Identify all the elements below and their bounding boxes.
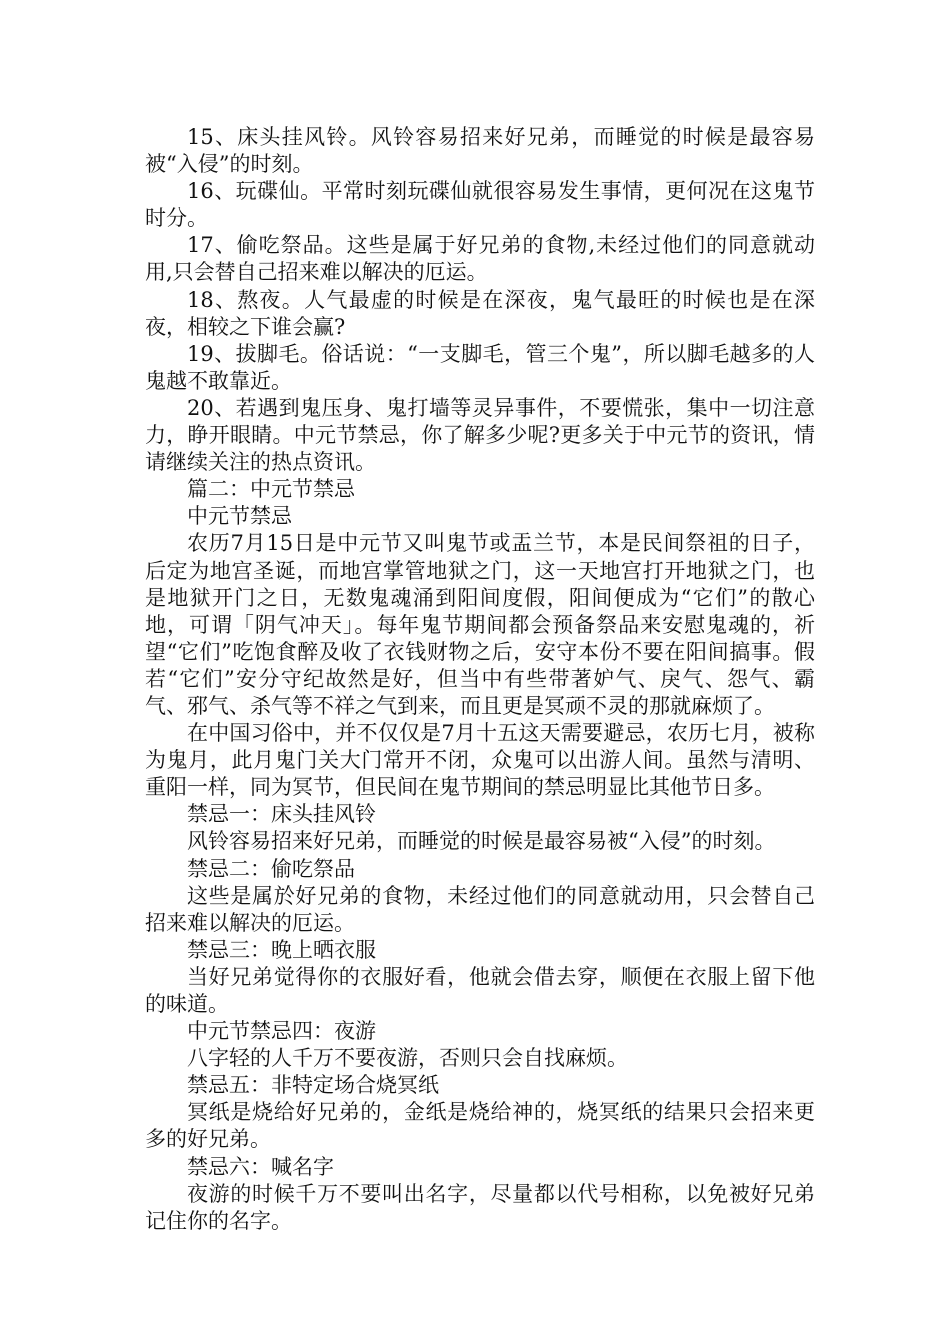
paragraph-item-19-leg-hair: 19、拔脚毛。俗话说：“一支脚毛，管三个鬼”，所以脚毛越多的人鬼越不敢靠近。 [145,341,815,393]
section-title-part-two: 篇二：中元节禁忌 [187,477,355,502]
paragraph-ghost-month: 在中国习俗中，并不仅仅是7月十五这天需要避忌，农历七月，被称为鬼月，此月鬼门关大门常开不闭，众鬼可以出游人间。虽然与清明、重阳一样，同为冥节，但民间在鬼节期间的禁忌明显比其他节日多。 [145,721,815,800]
taboo-body-4: 八字轻的人千万不要夜游，否则只会自找麻烦。 [187,1046,628,1071]
paragraph-item-18-stay-up: 18、熬夜。人气最虚的时候是在深夜，鬼气最旺的时候也是在深夜，相较之下谁会赢? [145,287,815,339]
paragraph-intro: 农历7月15日是中元节又叫鬼节或盂兰节，本是民间祭祖的日子，后定为地宫圣诞，而地宫掌管地狱之门，这一天地宫打开地狱之门，也是地狱开门之日，无数鬼魂涌到阳间度假，阳间便成为“它们”的散心地，可谓「阴气冲天」。每年鬼节期间都会预备祭品来安慰鬼魂的，祈望“它们”吃饱食醉及收了衣钱财物之后，安守本份不要在阳间搞事。假若“它们”安分守纪故然是好，但当中有些带著妒气、戾气、怨气、霸气、邪气、杀气等不祥之气到来，而且更是冥顽不灵的那就麻烦了。 [145,531,815,718]
taboo-body-2: 这些是属於好兄弟的食物，未经过他们的同意就动用，只会替自己招来难以解决的厄运。 [145,883,815,935]
taboo-body-6: 夜游的时候千万不要叫出名字，尽量都以代号相称，以免被好兄弟记住你的名字。 [145,1181,815,1233]
paragraph-item-16-ouija: 16、玩碟仙。平常时刻玩碟仙就很容易发生事情，更何况在这鬼节时分。 [145,179,815,231]
taboo-heading-1: 禁忌一：床头挂风铃 [187,802,376,827]
taboo-body-1: 风铃容易招来好兄弟，而睡觉的时候是最容易被“入侵”的时刻。 [187,829,776,854]
paragraph-item-17-offerings: 17、偷吃祭品。这些是属于好兄弟的食物,未经过他们的同意就动用,只会替自己招来难以解决的厄运。 [145,233,815,285]
article-title: 中元节禁忌 [187,504,292,529]
taboo-heading-6: 禁忌六：喊名字 [187,1154,334,1179]
taboo-heading-4: 中元节禁忌四：夜游 [187,1019,376,1044]
paragraph-item-20-supernatural: 20、若遇到鬼压身、鬼打墙等灵异事件，不要慌张，集中一切注意力，睁开眼睛。中元节禁忌，你了解多少呢?更多关于中元节的资讯，情请继续关注的热点资讯。 [145,395,815,475]
taboo-body-5: 冥纸是烧给好兄弟的，金纸是烧给神的，烧冥纸的结果只会招来更多的好兄弟。 [145,1100,815,1152]
taboo-heading-5: 禁忌五：非特定场合烧冥纸 [187,1073,439,1098]
document-page [145,124,815,1235]
taboo-heading-2: 禁忌二：偷吃祭品 [187,856,355,881]
taboo-heading-3: 禁忌三：晚上晒衣服 [187,937,376,962]
paragraph-item-15-wind-chime: 15、床头挂风铃。风铃容易招来好兄弟，而睡觉的时候是最容易被“入侵”的时刻。 [145,125,815,177]
taboo-body-3: 当好兄弟觉得你的衣服好看，他就会借去穿，顺便在衣服上留下他的味道。 [145,964,815,1016]
